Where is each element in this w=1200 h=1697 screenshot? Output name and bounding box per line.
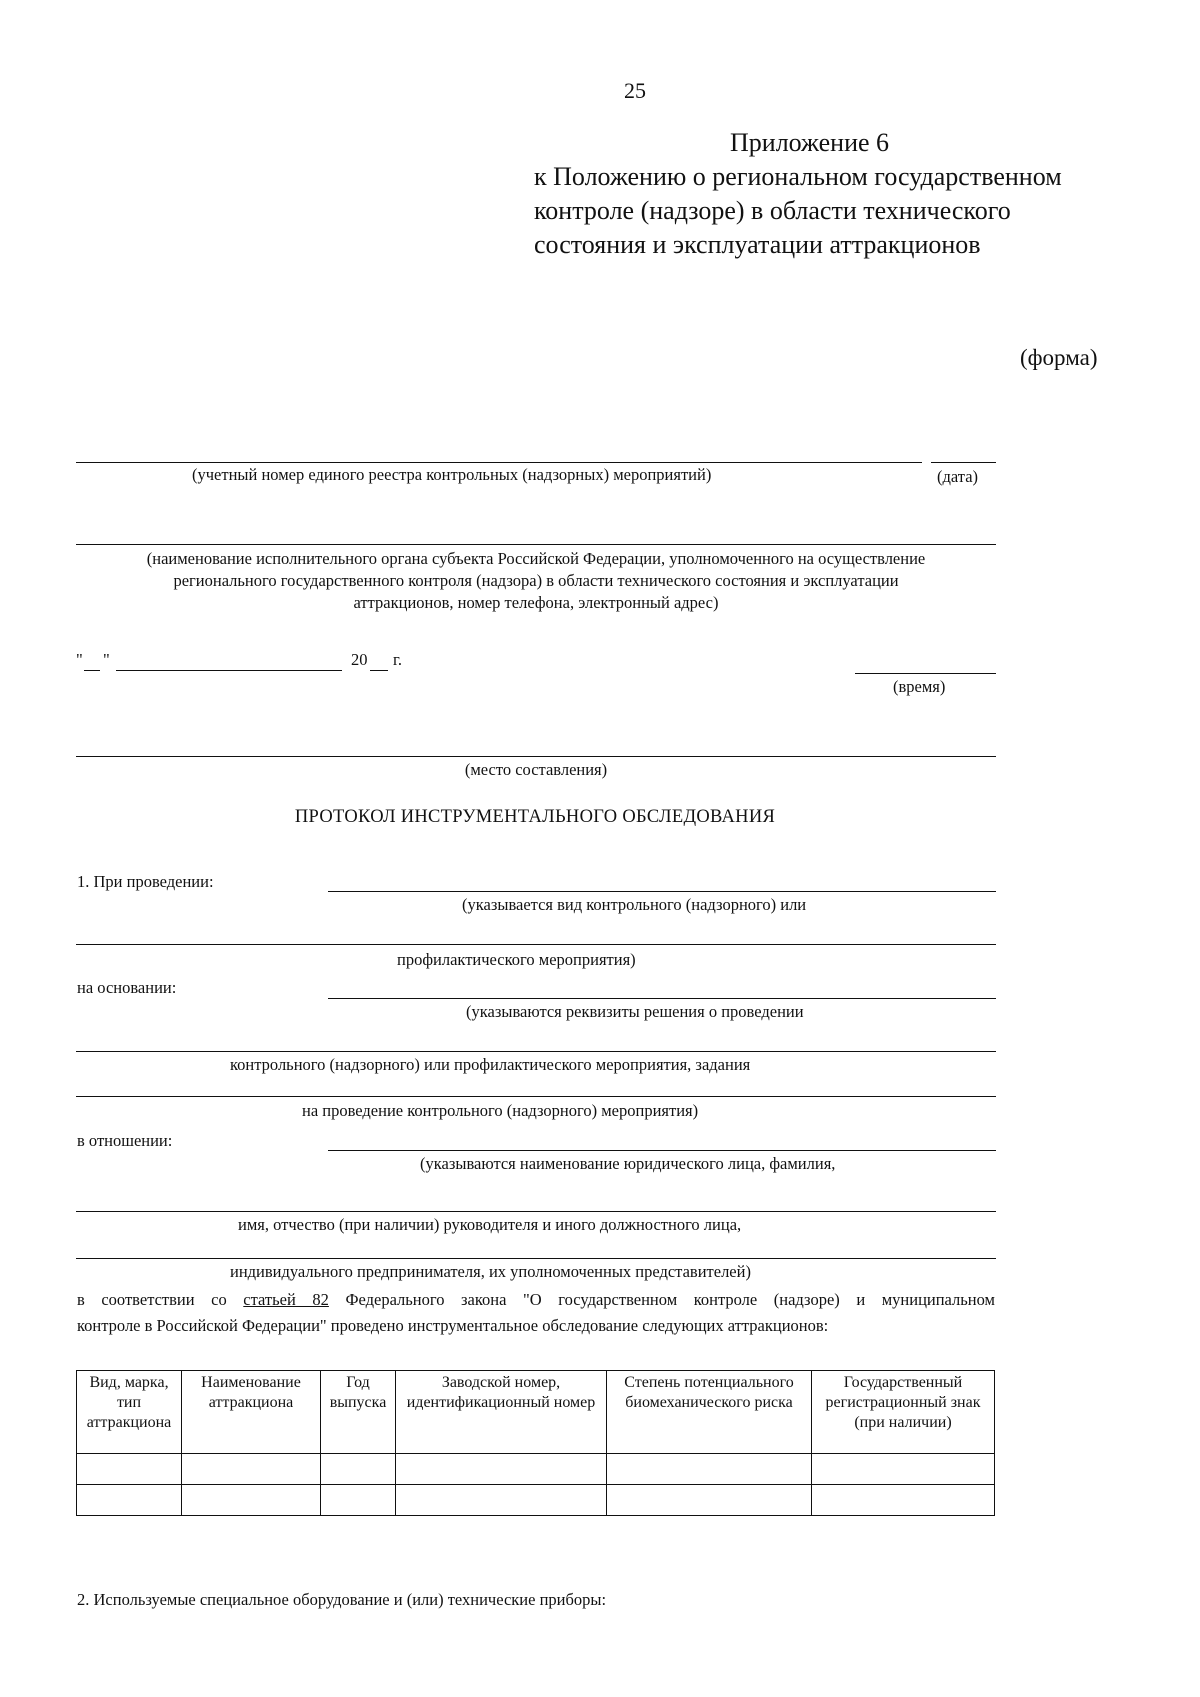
authority-caption-1: (наименование исполнительного органа субъекта Российской Федерации, уполномоченного на осуществление [146,549,926,568]
appendix-line-3: состояния и эксплуатации аттракционов [534,230,981,259]
appendix-title: Приложение 6 [730,128,890,157]
year-suffix: г. [393,650,403,669]
table-row [77,1485,995,1516]
caption-regarding-1: (указываются наименование юридического лица, фамилия, [420,1154,836,1173]
year-prefix: 20 [351,650,368,669]
caption-event-type-1: (указывается вид контрольного (надзорного) или [462,895,807,914]
header-serial: Заводской номер, идентификационный номер [396,1371,607,1454]
protocol-title: ПРОТОКОЛ ИНСТРУМЕНТАЛЬНОГО ОБСЛЕДОВАНИЯ [294,807,776,827]
date-quote-close: " [103,650,110,669]
authority-field[interactable] [76,544,996,545]
attractions-table [76,1370,995,1516]
label-conduct: 1. При проведении: [77,872,214,891]
paragraph-post-1: Федерального закона "О государственном контроле (надзоре) и муниципальном [328,1290,995,1309]
header-type: Вид, марка, тип аттракциона [77,1371,182,1454]
basis-field-2[interactable] [76,1051,996,1052]
caption-basis-2: контрольного (надзорного) или профилактического мероприятия, задания [230,1055,751,1074]
table-cell[interactable] [812,1454,995,1485]
form-label: (форма) [1020,345,1098,370]
basis-field[interactable] [328,998,996,999]
table-cell[interactable] [77,1454,182,1485]
registry-caption: (учетный номер единого реестра контрольных (надзорных) мероприятий) [192,465,712,484]
header-risk: Степень потенциального биомеханического риска [607,1371,812,1454]
date-quote-open: " [76,650,83,669]
caption-regarding-2: имя, отчество (при наличии) руководителя и иного должностного лица, [238,1215,742,1234]
time-caption: (время) [893,677,946,696]
caption-regarding-3: индивидуального предпринимателя, их уполномоченных представителей) [230,1262,751,1281]
caption-basis-1: (указываются реквизиты решения о проведении [466,1002,804,1021]
authority-caption-2: регионального государственного контроля (надзора) в области технического состояния и эксплуатации [173,571,899,590]
legal-basis-paragraph [77,1287,995,1339]
table-cell[interactable] [396,1485,607,1516]
paragraph-post-2: контроле в Российской Федерации" проведено инструментальное обследование следующих аттракционов: [77,1316,829,1335]
appendix-line-2: контроле (надзоре) в области технического [534,196,1011,225]
table-cell[interactable] [321,1485,396,1516]
table-cell[interactable] [182,1454,321,1485]
caption-event-type-2: профилактического мероприятия) [397,950,636,969]
month-field[interactable] [116,670,342,671]
table-cell[interactable] [182,1485,321,1516]
page-number: 25 [624,78,646,103]
year-field[interactable] [370,670,388,671]
place-field[interactable] [76,756,996,757]
place-caption: (место составления) [464,760,608,779]
caption-basis-3: на проведение контрольного (надзорного) мероприятия) [302,1101,699,1120]
day-field[interactable] [84,670,100,671]
label-regarding: в отношении: [77,1131,173,1150]
label-basis: на основании: [77,978,177,997]
appendix-line-1: к Положению о региональном государственном [534,162,1062,191]
date-field[interactable] [931,462,996,463]
regarding-field-2[interactable] [76,1211,996,1212]
table-cell[interactable] [396,1454,607,1485]
header-reg-sign: Государственный регистрационный знак (при наличии) [812,1371,995,1454]
table-cell[interactable] [77,1485,182,1516]
table-row [77,1454,995,1485]
table-cell[interactable] [812,1485,995,1516]
event-type-field-2[interactable] [76,944,996,945]
article-82-link[interactable]: статьей 82 [243,1290,329,1309]
header-year: Год выпуска [321,1371,396,1454]
event-type-field[interactable] [328,891,996,892]
header-name: Наименование аттракциона [182,1371,321,1454]
basis-field-3[interactable] [76,1096,996,1097]
table-cell[interactable] [607,1454,812,1485]
time-field[interactable] [855,673,996,674]
authority-caption-3: аттракционов, номер телефона, электронный адрес) [353,593,719,612]
table-header-row [77,1371,995,1454]
appendix-header [534,126,1062,262]
date-caption: (дата) [937,467,979,486]
paragraph-pre: в соответствии со [77,1290,244,1309]
table-cell[interactable] [321,1454,396,1485]
section-2-label: 2. Используемые специальное оборудование и (или) технические приборы: [77,1590,607,1609]
registry-number-field[interactable] [76,462,922,463]
regarding-field[interactable] [328,1150,996,1151]
regarding-field-3[interactable] [76,1258,996,1259]
table-cell[interactable] [607,1485,812,1516]
